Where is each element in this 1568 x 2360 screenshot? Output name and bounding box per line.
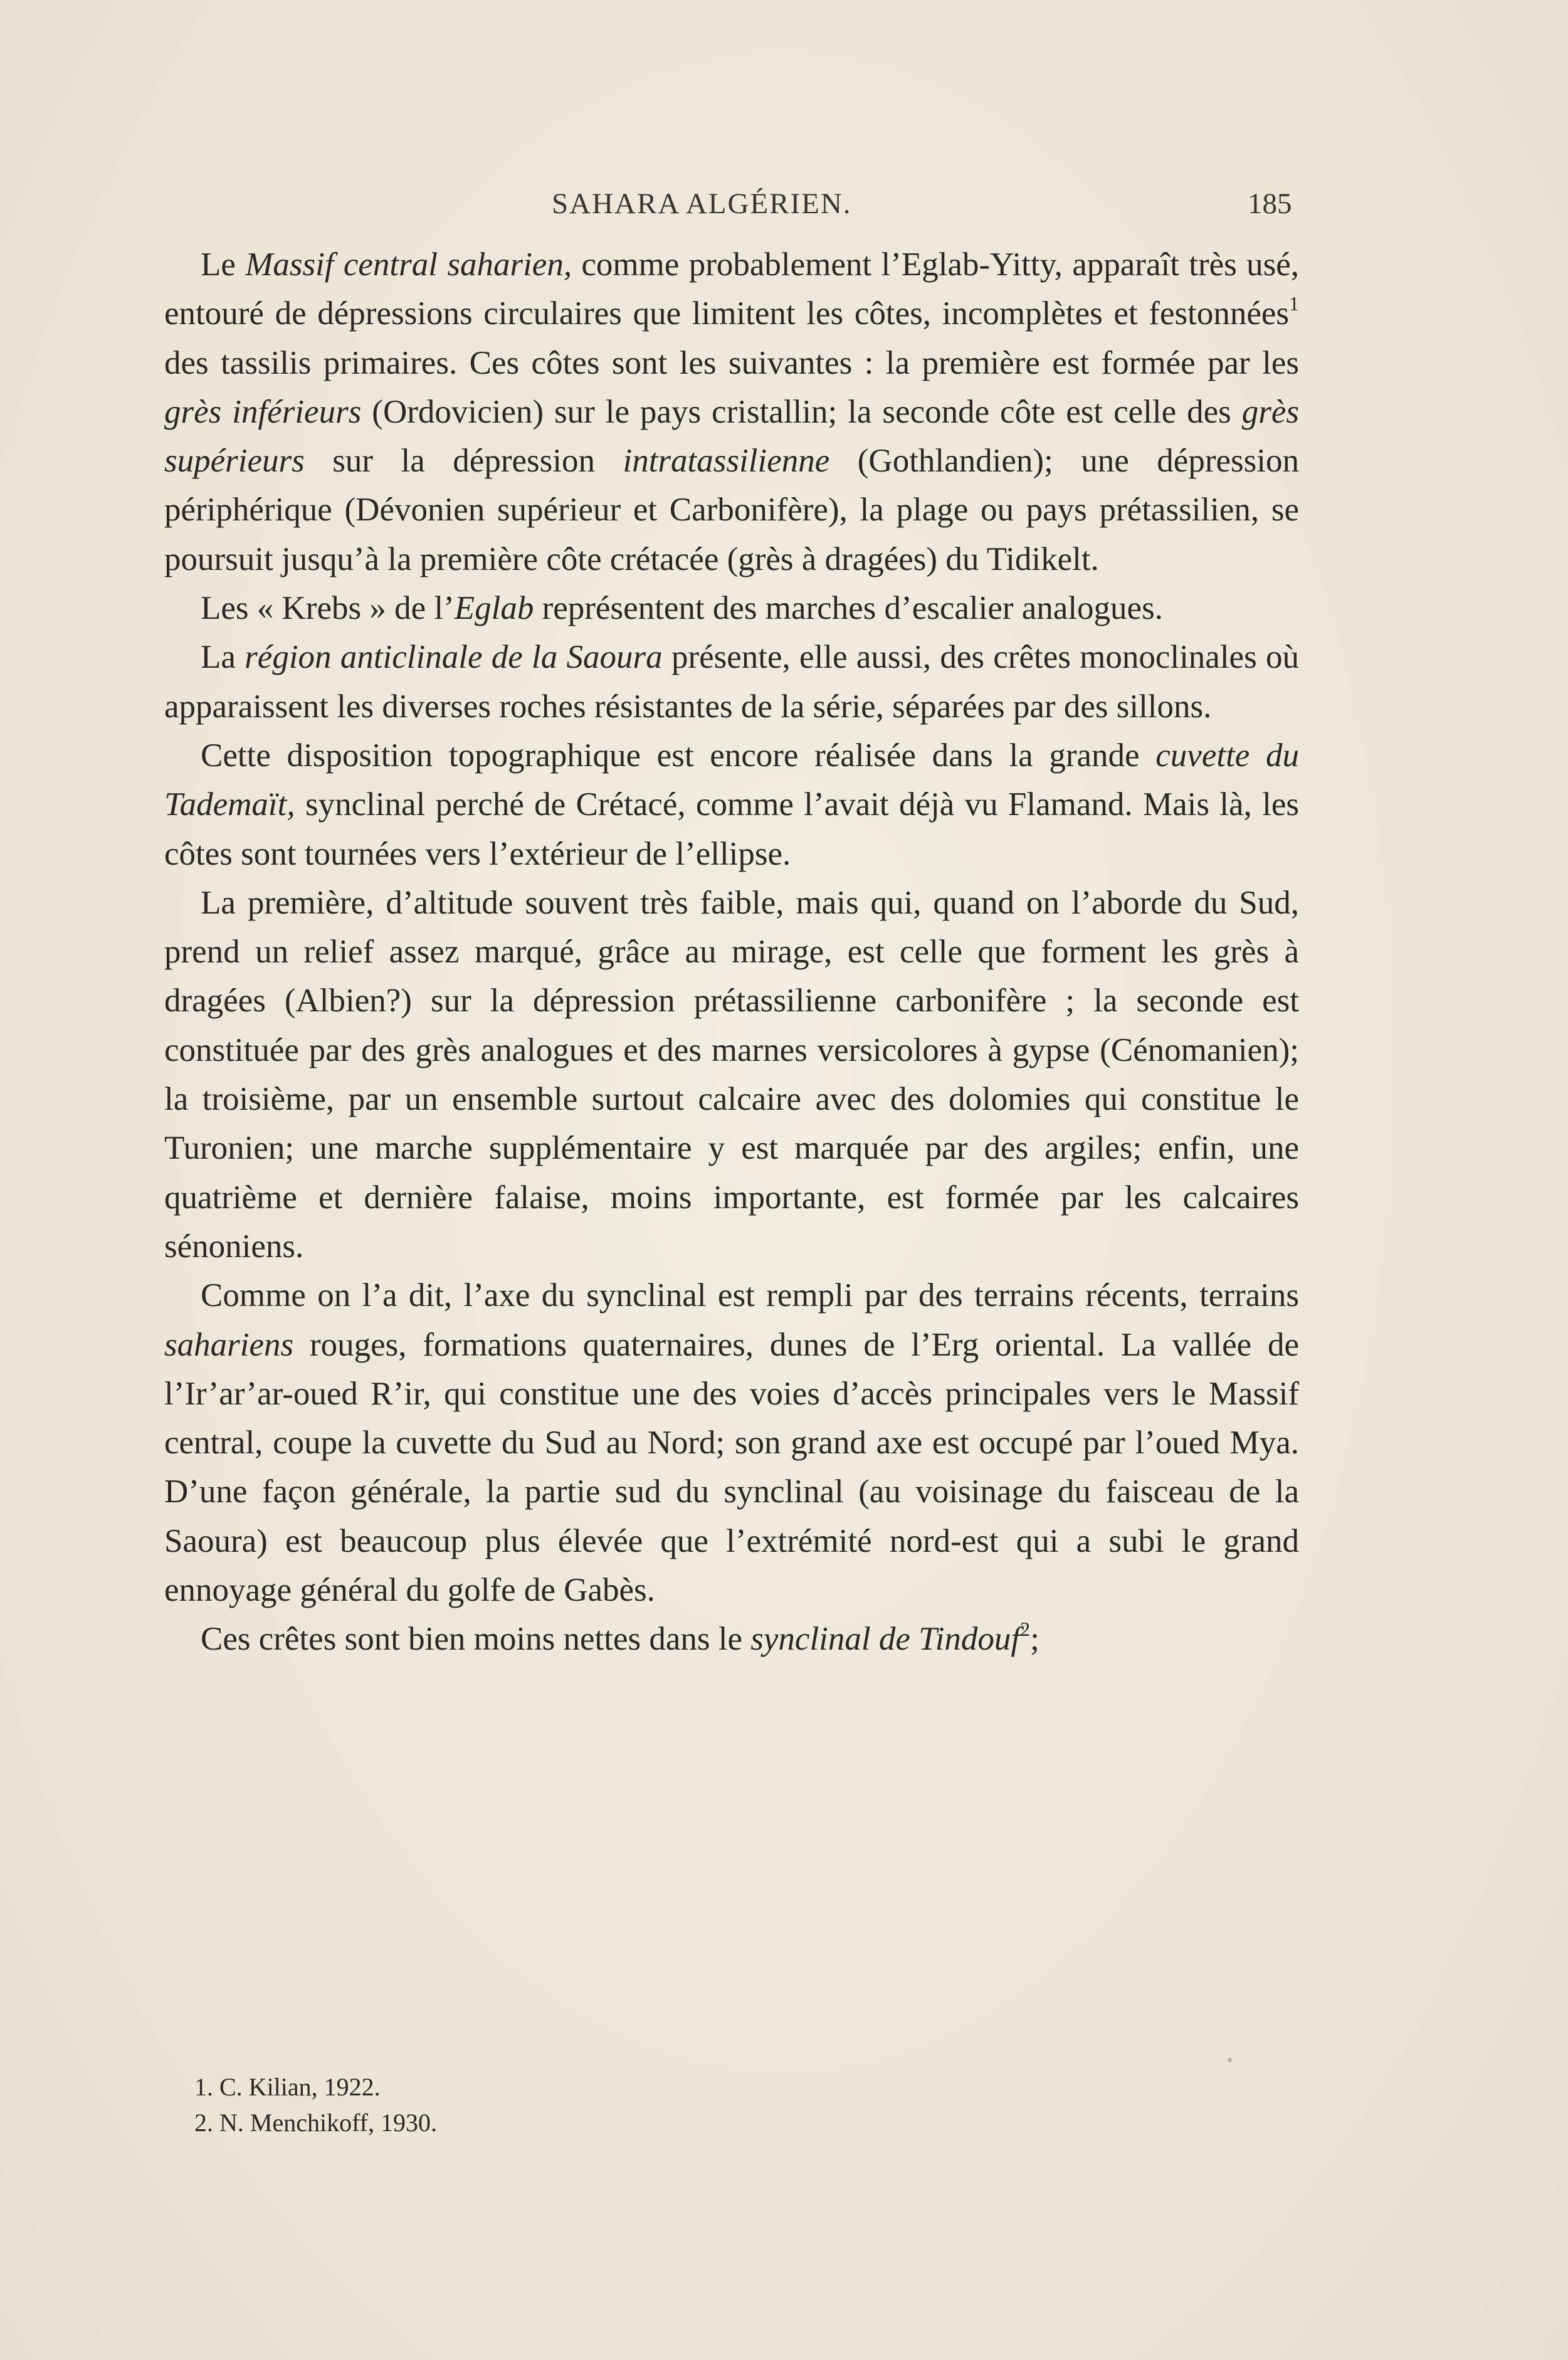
- running-head: SAHARA ALGÉRIEN.: [552, 187, 852, 220]
- paragraph-2: Les « Krebs » de l’Eglab représentent des marches d’escalier analogues.: [201, 590, 1163, 627]
- term-synclinal-tindouf: synclinal de Tindouf: [750, 1621, 1021, 1658]
- body-text: [164, 240, 1299, 1664]
- paragraph-6: Comme on l’a dit, l’axe du synclinal est rempli par des terrains récents, terrains sahariens rouges, formations quaternaires, dunes de l’Erg oriental. La vallée de l’Ir’ar’ar-oued R’ir, qui constitue une des voies d’accès principales vers le Massif central, coupe la cuvette du Sud au Nord; son grand axe est occupé par l’oued Mya. D’une façon générale, la partie sud du synclinal (au voisinage du faisceau de la Saoura) est beaucoup plus élevée que l’extrémité nord-est qui a subi le grand ennoyage général du golfe de Gabès.: [164, 1277, 1299, 1609]
- term-cuvette-tademait: cuvette du Tademaït,: [164, 737, 1299, 823]
- paragraph-7: Ces crêtes sont bien moins nettes dans le synclinal de Tindouf$^2$;: [201, 1618, 1039, 1658]
- page-header: [0, 182, 1568, 226]
- term-eglab: Eglab: [454, 590, 534, 627]
- paragraph-4: Cette disposition topographique est encore réalisée dans la grande cuvette du Tademaït, synclinal perché de Crétacé, comme l’avait déjà vu Flamand. Mais là, les côtes sont tournées vers l’extérieur de l’ellipse.: [164, 737, 1299, 872]
- term-gres-inferieurs: grès inférieurs: [164, 393, 362, 430]
- paragraph-5: La première, d’altitude souvent très faible, mais qui, quand on l’aborde du Sud, prend un relief assez marqué, grâce au mirage, est celle que forment les grès à dragées (Albien?) sur la dépression prétassilienne carbonifère ; la seconde est constituée par des grès analogues et des marnes versicolores à gypse (Cénomanien); la troisième, par un ensemble surtout calcaire avec des dolomies qui constitue le Turonien; une marche supplémentaire y est marquée par des argiles; enfin, une quatrième et dernière falaise, moins importante, est formée par les calcaires sénoniens.: [164, 884, 1299, 1265]
- footnote-2: 2. N. Menchikoff, 1930.: [194, 2109, 437, 2137]
- term-sahariens: sahariens: [164, 1326, 294, 1363]
- footnote-1: 1. C. Kilian, 1922.: [194, 2073, 381, 2101]
- term-intratassilienne: intratassilienne: [623, 443, 830, 480]
- paragraph-3: La région anticlinale de la Saoura présente, elle aussi, des crêtes monoclinales où apparaissent les diverses roches résistantes de la série, séparées par des sillons.: [164, 639, 1299, 725]
- footnote-ref-2: 2: [1020, 1618, 1031, 1641]
- term-region-saoura: région anticlinale de la Saoura: [245, 639, 663, 676]
- paper-speck: [1228, 2058, 1232, 2062]
- footnote-ref-1: 1: [1289, 292, 1299, 315]
- footnotes: [194, 2069, 1072, 2141]
- paragraph-1: Le Massif central saharien, comme probablement l’Eglab-Yitty, apparaît très usé, entouré de dépressions circulaires que limitent les côtes, incomplètes et festonnées$^1$ des tassilis primaires. Ces côtes sont les suivantes : la première est formée par les grès inférieurs (Ordovicien) sur le pays cristallin; la seconde côte est celle des grès supérieurs sur la dépression intratassilienne (Gothlandien); une dépression périphérique (Dévonien supérieur et Carbonifère), la plage ou pays prétassilien, se poursuit jusqu’à la première côte crétacée (grès à dragées) du Tidikelt.: [164, 246, 1299, 577]
- page-number: 185: [1248, 187, 1292, 220]
- term-massif-central: Massif central saharien,: [245, 246, 572, 283]
- term-gres-superieurs: grès supérieurs: [164, 393, 1299, 480]
